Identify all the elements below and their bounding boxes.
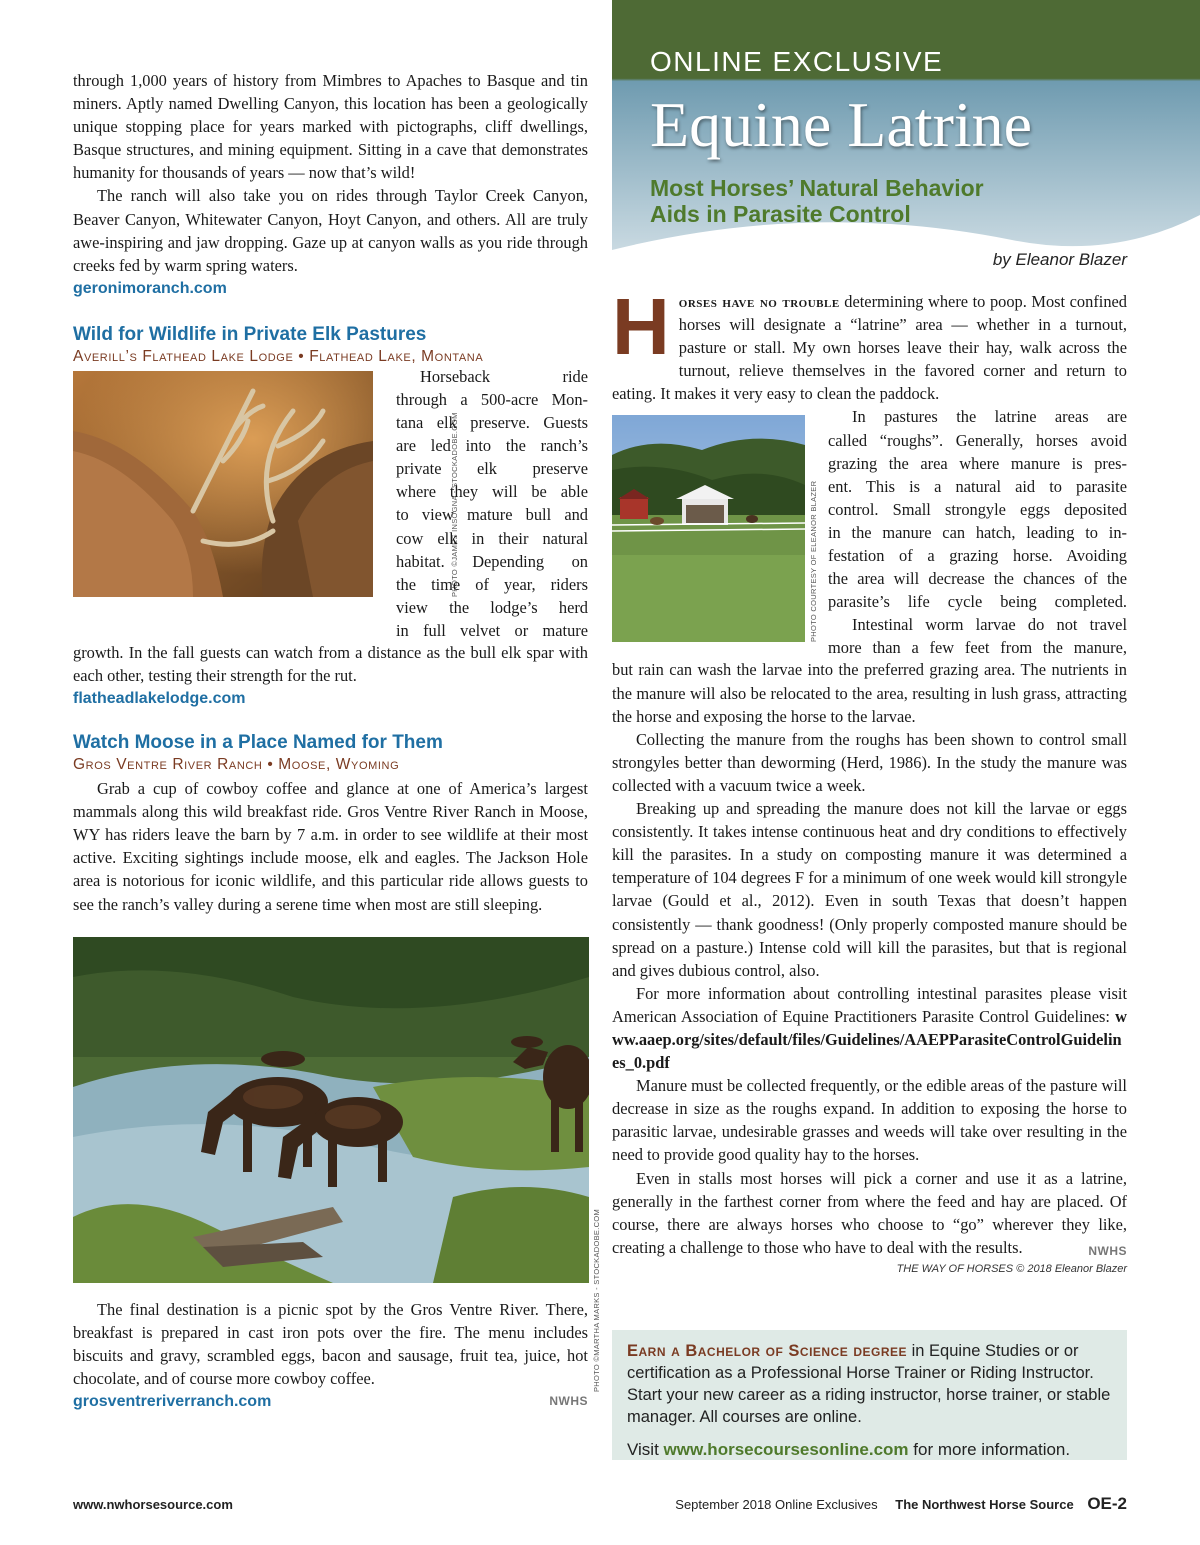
elk-rest-paragraph: growth. In the fall guests can watch from a distance as the bull elk spar with each other, testing their strength for the rut.: [73, 642, 588, 685]
left-elk-wrap_lines-line: in full velvet or mature: [396, 620, 588, 640]
course-ad[interactable]: [612, 1330, 1127, 1460]
moose-photo: [73, 937, 589, 1283]
article-paragraph-manure: Manure must be collected frequently, or the edible areas of the pasture will decrease in size as the roughs expand. In addition to exposing the horse to parasitic larvae, undesirable grasses and weeds will take over resulting in the need to provide good quality hay to the horses.: [612, 1076, 1127, 1165]
article-wrap_lines-line: in the manure can hatch, leading to in-: [828, 522, 1127, 542]
ad-visit-line: [627, 1439, 1113, 1461]
article-wrap_lines-line: ent. This is a natural aid to parasite: [828, 476, 1127, 496]
lead-rest: determining where to poop. Most confined horses will designate a “latrine” area — whether in a turnout, pasture or stall. My own horses leave their hay, walk across the turnout, relieve themselves in the favored corner and return to eating. It makes it very easy to clean the paddock.: [612, 292, 1127, 404]
more-info-text: For more information about controlling intestinal parasites please visit American Association of Equine Practitioners Parasite Control Guidelines:: [612, 983, 1127, 1026]
moose-link-line: [73, 1390, 588, 1413]
moose-subheading: Gros Ventre River Ranch • Moose, Wyoming: [73, 756, 400, 774]
ad-url[interactable]: www.horsecoursesonline.com: [663, 1440, 909, 1459]
barn-photo-credit: PHOTO COURTESY OF ELEANOR BLAZER: [809, 481, 818, 643]
aaep-link[interactable]: www.aaep.org/sites/default/files/Guidelines/AAEPParasiteControlGuidelines_0.pdf: [612, 1006, 1127, 1073]
intro-paragraph-1: through 1,000 years of history from Mimbres to Apaches to Basque and tin miners. Aptly named Dwelling Canyon, this location has been a geologically unique stopping place for years marked with pictographs, cliff dwellings, Basque structures, and mining equipment. Sitting in a cave that demonstrates humanity for thousands of years — now that’s wild!: [73, 71, 588, 183]
left-column: [73, 69, 601, 1413]
moose-paragraph-1: Grab a cup of cowboy coffee and glance at one of America’s largest mammals along this wild breakfast ride. Gros Ventre River Ranch in Moose, WY has riders leave the barn by 7 a.m. in order to see wildlife at their most active. Exciting sightings include moose, elk and eagles. The Jackson Hole area is notorious for iconic wildlife, and this particular ride allows guests to see the ranch’s valley during a serene time when most are still sleeping.: [73, 779, 588, 914]
article-paragraph-more-info: [612, 982, 1127, 1074]
banner-subtitle-line-1: Most Horses’ Natural Behavior: [650, 175, 984, 201]
byline: by Eleanor Blazer: [992, 250, 1127, 269]
left-elk-wrap_lines-line: view the lodge’s herd: [396, 597, 588, 617]
left-elk-wrap_lines-line: where they will be able: [396, 482, 588, 502]
left-elk-wrap_lines-line: Horseback ride: [420, 366, 588, 386]
drop-cap: H: [612, 282, 670, 371]
footer-page-number: OE-2: [1087, 1494, 1127, 1513]
article-paragraph-collect: Collecting the manure from the roughs has been shown to control small strongyles better than deworming (Herd, 1986). In the study the manure was collected with a vacuum twice a week.: [612, 729, 1127, 795]
moose-photo-credit: PHOTO ©MARTHA MARKS - STOCKADOBE.COM: [592, 1208, 601, 1392]
footer-right: [675, 1494, 1127, 1514]
barn-wrap-text: [828, 405, 1127, 659]
article-wrap_lines-line: Intestinal worm larvae do not travel: [852, 615, 1127, 635]
left-elk-wrap_lines-line: through a 500-acre Mon-: [396, 389, 588, 409]
elk-photo-credit: PHOTO ©JAMES INSOGNA - STOCKADOBE.COM: [450, 412, 459, 597]
left-elk-wrap_lines-line: the time of year, riders: [396, 574, 588, 594]
moose-heading: Watch Moose in a Place Named for Them: [73, 732, 443, 754]
left-elk-wrap_lines-line: tana elk preserve. Guests: [396, 413, 588, 433]
left-elk-wrap_lines-line: private elk preserve: [396, 459, 588, 479]
article-paragraph-break: Breaking up and spreading the manure does not kill the larvae or eggs consistently. It takes intense continuous heat and dry conditions to effectively kill the parasites. In a study on composting manure it was determined a temperature of 104 degrees F for a minimum of one week would kill strongyle larvae (Gould et al., 2012). Even in south Texas that doesn’t happen consistently — thank goodness! (Only properly composted manure should be spread on a pasture.) Intense cold will kill the parasites, but that is regional and gives dubious control, also.: [612, 799, 1127, 980]
ad-after: for more information.: [908, 1440, 1071, 1459]
footer-website[interactable]: www.nwhorsesource.com: [73, 1497, 233, 1512]
banner-subtitle-line-2: Aids in Parasite Control: [650, 201, 911, 227]
ad-lead: Earn a Bachelor of Science degree: [627, 1342, 908, 1360]
banner-subtitle: [650, 175, 984, 227]
left-elk-wrap_lines-line: habitat. Depending on: [396, 551, 588, 571]
ad-visit: Visit: [627, 1440, 664, 1459]
banner-kicker: ONLINE EXCLUSIVE: [650, 46, 944, 77]
elk-subheading: Averill’s Flathead Lake Lodge • Flathead Lake, Montana: [73, 347, 484, 365]
article-wrap_lines-line: more than a few feet from the manure,: [828, 638, 1127, 658]
barn-photo: [612, 415, 805, 642]
article-wrap_lines-line: grazing the area where manure is pres-: [828, 453, 1127, 473]
article-wrap_lines-line: called “roughs”. Generally, horses avoid: [828, 430, 1127, 450]
elk-photo: [73, 371, 373, 597]
elk-heading: Wild for Wildlife in Private Elk Pastures: [73, 323, 427, 345]
moose-photo-block: [73, 937, 588, 1282]
moose-signature: NWHS: [549, 1393, 588, 1408]
flathead-lodge-link[interactable]: flatheadlakelodge.com: [73, 690, 246, 708]
moose-paragraph-2: The final destination is a picnic spot by the Gros Ventre River. There, breakfast is prepared in cast iron pots over the fire. The menu includes biscuits and gravy, scrambled eggs, bacon and sausage, fruit tea, juice, hot chocolate, and of course more cowboy coffee.: [73, 1299, 588, 1388]
article-wrap_lines-line: the area will decrease the chances of the: [828, 569, 1127, 589]
article-lead-paragraph: [612, 282, 1127, 405]
elk-wrap-text: [396, 365, 588, 642]
gros-ventre-link[interactable]: grosventreriverranch.com: [73, 1392, 272, 1410]
left-elk-wrap_lines-line: cow elk in their natural: [396, 528, 588, 548]
intro-paragraph-2: The ranch will also take you on rides through Taylor Creek Canyon, Beaver Canyon, Whitewater Canyon, Hoyt Canyon, and others. All are truly awe-inspiring and jaw dropping. Gaze up at canyon walls as you ride through creeks fed by warm spring waters.: [73, 186, 588, 275]
article-wrap_lines-line: parasite’s life cycle being completed.: [828, 592, 1127, 612]
stalls-text: Even in stalls most horses will pick a corner and use it as a latrine, generally in the farthest corner from where the feed and hay are placed. Of course, there are always horses who choose to “go” wherever they like, creating a challenge to those who have to deal with the results.: [612, 1168, 1127, 1257]
lead-smallcaps: orses have no trouble: [678, 292, 840, 311]
banner-title: Equine Latrine: [650, 89, 1033, 160]
article-wrap_lines-line: control. Small strongyle eggs deposited: [828, 499, 1127, 519]
footer-issue: September 2018 Online Exclusives: [675, 1497, 878, 1512]
elk-wrap-block: [73, 366, 588, 648]
article-banner: [612, 0, 1200, 280]
article-wrap_lines-line: In pastures the latrine areas are: [852, 407, 1127, 427]
barn-wrap-block: [612, 405, 1127, 658]
left-elk-wrap_lines-line: to view mature bull and: [396, 505, 588, 525]
article-paragraph-stalls: [612, 1167, 1127, 1259]
right-column: [612, 282, 1127, 1275]
ad-body: in Equine Studies or or certification as a Professional Horse Trainer or Riding Instructor. Start your new career as a riding instructor, horse trainer, or stable manager. All courses are online.: [627, 1342, 1111, 1426]
article-paragraph-rain: but rain can wash the larvae into the preferred grazing area. The nutrients in the manure will also be relocated to the area, resulting in lush grass, attracting the horse and exposing the horse to the larvae.: [612, 660, 1127, 726]
article-copyright: THE WAY OF HORSES © 2018 Eleanor Blazer: [896, 1262, 1127, 1275]
left-elk-wrap_lines-line: are led into the ranch’s: [396, 436, 588, 456]
geronimo-ranch-link[interactable]: geronimoranch.com: [73, 279, 227, 297]
ad-text: [627, 1340, 1113, 1428]
footer-magazine: The Northwest Horse Source: [895, 1497, 1074, 1512]
article-wrap_lines-line: festation of a grazing horse. Avoiding: [828, 546, 1127, 566]
article-signature: NWHS: [1088, 1243, 1127, 1258]
